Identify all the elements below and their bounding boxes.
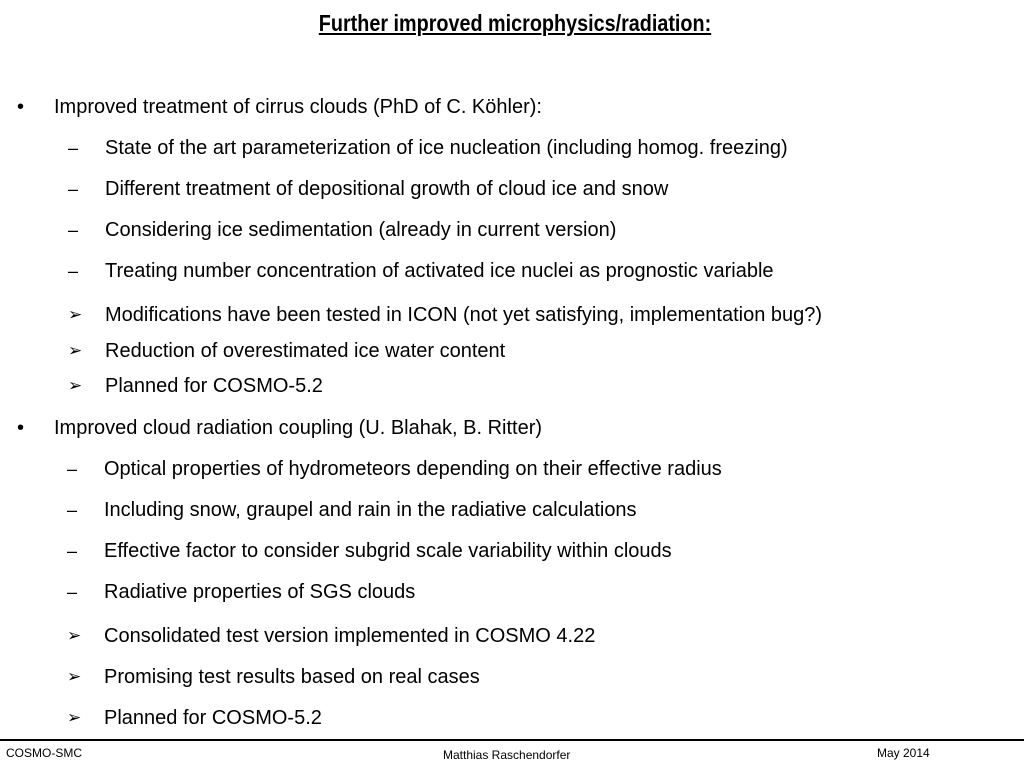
outcome-item-text: Planned for COSMO-5.2 xyxy=(105,375,323,397)
dash-icon: – xyxy=(68,138,79,158)
outcome-item-text: Modifications have been tested in ICON (not yet satisfying, implementation bug?) xyxy=(105,304,823,326)
outcome-item-text: Consolidated test version implemented in COSMO 4.22 xyxy=(104,625,596,647)
list-item-text: Radiative properties of SGS clouds xyxy=(104,581,416,603)
arrowhead-icon: ➢ xyxy=(68,376,83,395)
list-item-text: Effective factor to consider subgrid scale variability within clouds xyxy=(104,540,672,562)
arrowhead-icon: ➢ xyxy=(68,341,83,360)
dash-icon: – xyxy=(68,220,79,240)
list-item-text: Considering ice sedimentation (already in current version) xyxy=(105,219,617,241)
list-item-text: Treating number concentration of activated ice nuclei as prognostic variable xyxy=(105,260,774,282)
outcome-item-text: Planned for COSMO-5.2 xyxy=(104,707,322,729)
footer-author: Matthias Raschendorfer xyxy=(443,748,571,762)
footer-date: May 2014 xyxy=(877,746,930,760)
bullet-dot-icon: • xyxy=(17,417,25,439)
dash-icon: – xyxy=(67,500,78,520)
dash-icon: – xyxy=(67,582,78,602)
section-1-text: Improved treatment of cirrus clouds (PhD of C. Köhler): xyxy=(54,96,542,118)
outcome-item-text: Reduction of overestimated ice water content xyxy=(105,340,506,362)
arrowhead-icon: ➢ xyxy=(67,708,82,727)
dash-icon: – xyxy=(68,261,79,281)
list-item-text: Optical properties of hydrometeors depending on their effective radius xyxy=(104,458,722,480)
arrowhead-icon: ➢ xyxy=(67,667,82,686)
dash-icon: – xyxy=(68,179,79,199)
arrowhead-icon: ➢ xyxy=(68,305,83,324)
footer-divider xyxy=(0,739,1024,741)
arrowhead-icon: ➢ xyxy=(67,626,82,645)
slide-title: Further improved microphysics/radiation: xyxy=(318,10,712,36)
dash-icon: – xyxy=(67,541,78,561)
footer-left: COSMO-SMC xyxy=(6,746,82,760)
outcome-item-text: Promising test results based on real cases xyxy=(104,666,480,688)
bullet-dot-icon: • xyxy=(17,96,25,118)
list-item-text: State of the art parameterization of ice nucleation (including homog. freezing) xyxy=(105,137,788,159)
section-2-text: Improved cloud radiation coupling (U. Blahak, B. Ritter) xyxy=(54,417,543,439)
list-item-text: Different treatment of depositional growth of cloud ice and snow xyxy=(105,178,669,200)
dash-icon: – xyxy=(67,459,78,479)
list-item-text: Including snow, graupel and rain in the radiative calculations xyxy=(104,499,637,521)
